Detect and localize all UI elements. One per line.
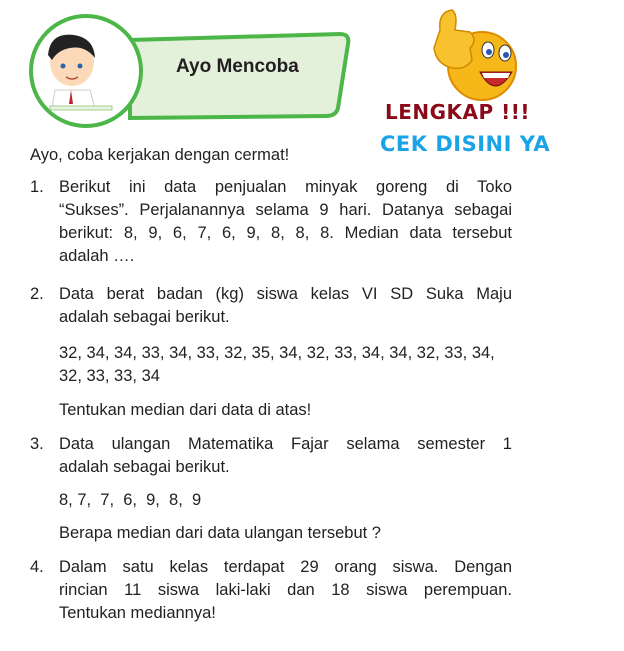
data-line: 32, 34, 34, 33, 34, 33, 32, 35, 34, 32, 33, 34, 34, 32, 33, 34,	[59, 344, 495, 362]
question-line: adalah sebagai berikut.	[59, 458, 230, 476]
question-line: rincian 11 siswa laki-laki dan 18 siswa perempuan.	[59, 581, 512, 599]
question-number: 3.	[30, 435, 44, 453]
question-line: adalah ….	[59, 247, 135, 265]
question-number: 4.	[30, 558, 44, 576]
thumbs-up-smiley-icon	[434, 10, 516, 100]
question-number: 2.	[30, 285, 44, 303]
header-graphics	[0, 0, 624, 140]
question-line: berikut: 8, 9, 6, 7, 6, 9, 8, 8, 8. Median data tersebut	[59, 224, 512, 242]
question-prompt: Tentukan median dari data di atas!	[59, 401, 312, 419]
question-number: 1.	[30, 178, 44, 196]
question-line: Tentukan mediannya!	[59, 604, 216, 622]
promo-text-lengkap: LENGKAP !!!	[385, 100, 531, 124]
question-prompt: Berapa median dari data ulangan tersebut ?	[59, 524, 381, 542]
data-line: 32, 33, 33, 34	[59, 367, 160, 385]
question-line: Dalam satu kelas terdapat 29 orang siswa. Dengan	[59, 558, 512, 576]
promo-text-cek-disini: CEK DISINI YA	[380, 132, 551, 156]
question-line: Berikut ini data penjualan minyak goreng di Toko	[59, 178, 512, 196]
data-line: 8, 7, 7, 6, 9, 8, 9	[59, 491, 202, 509]
section-title: Ayo Mencoba	[176, 56, 299, 77]
question-line: “Sukses”. Perjalanannya selama 9 hari. Datanya sebagai	[59, 201, 512, 219]
question-line: Data berat badan (kg) siswa kelas VI SD Suka Maju	[59, 285, 512, 303]
intro-text: Ayo, coba kerjakan dengan cermat!	[30, 146, 290, 164]
question-line: Data ulangan Matematika Fajar selama semester 1	[59, 435, 512, 453]
question-line: adalah sebagai berikut.	[59, 308, 230, 326]
